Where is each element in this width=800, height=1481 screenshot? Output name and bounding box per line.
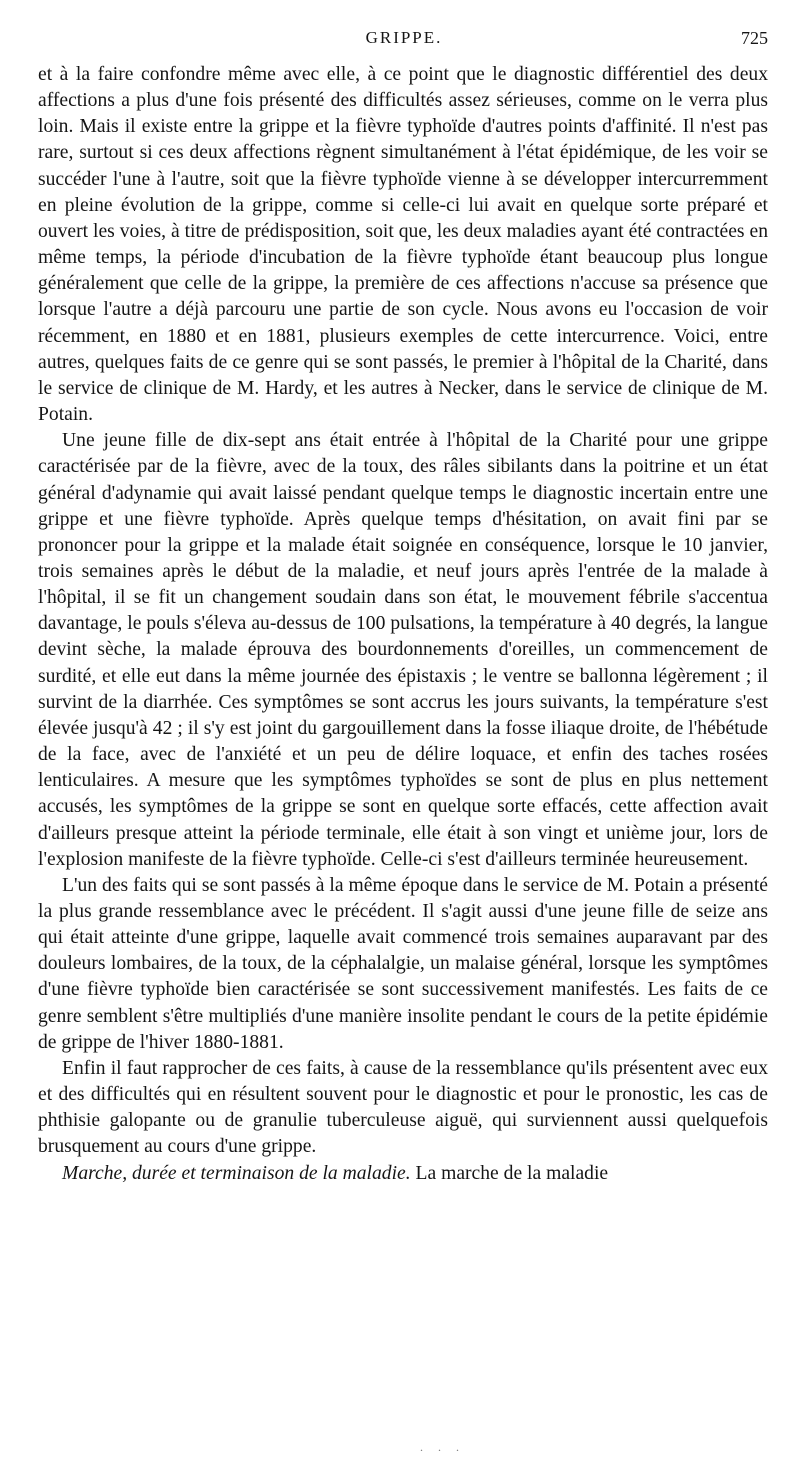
body-text — [38, 62, 768, 1187]
page-number: 725 — [741, 28, 768, 48]
section-heading: Marche, durée et terminaison de la maladie. — [62, 1162, 411, 1184]
paragraph-3: L'un des faits qui se sont passés à la même époque dans le service de M. Potain a présenté la plus grande ressemblance avec le précédent. Il s'agit aussi d'une jeune fille de seize ans qui était atteinte d'une grippe, laquelle avait commencé trois semaines auparavant par des douleurs lombaires, de la toux, de la céphalalgie, un malaise général, lorsque les symptômes d'une fièvre typhoïde bien caractérisée se sont successivement manifestés. Les faits de ce genre semblent s'être multipliés d'une manière insolite pendant le cours de la petite épidémie de grippe de l'hiver 1880-1881. — [38, 874, 768, 1053]
page-header — [40, 28, 768, 54]
paragraph-5 — [38, 1161, 768, 1187]
section-text: La marche de la maladie — [415, 1162, 609, 1184]
running-title: GRIPPE. — [365, 28, 443, 47]
page-bottom-mark: . . . — [420, 1440, 465, 1454]
paragraph-4: Enfin il faut rapprocher de ces faits, à cause de la ressemblance qu'ils présentent avec eux et des difficultés qui en résultent souvent pour le diagnostic et pour le pronostic, les cas de phthisie galopante ou de granulie tuberculeuse aiguë, qui surviennent aussi quelquefois brusquement au cours d'une grippe. — [38, 1057, 768, 1158]
paragraph-2: Une jeune fille de dix-sept ans était entrée à l'hôpital de la Charité pour une grippe caractérisée par de la fièvre, avec de la toux, des râles sibilants dans la poitrine et un état général d'adynamie qui avait laissé pendant quelque temps le diagnostic incertain entre une grippe et une fièvre typhoïde. Après quelque temps d'hésitation, on avait fini par se prononcer pour la grippe et la malade était soignée en conséquence, lorsque le 10 janvier, trois semaines après le début de la maladie, et neuf jours après l'entrée de la malade à l'hôpital, il se fit un changement soudain dans son état, le mouvement fébrile s'accentua davantage, le pouls s'éleva au-dessus de 100 pulsations, la température à 40 degrés, la langue devint sèche, la malade éprouva des bourdonnements d'oreilles, un commencement de surdité, et elle eut dans la même journée des épistaxis ; le ventre se ballonna légèrement ; il survint de la diarrhée. Ces symptômes se sont accrus les jours suivants, la température s'est élevée jusqu'à 42 ; il s'y est joint du gargouillement dans la fosse iliaque droite, de l'hébétude de la face, avec de l'anxiété et un peu de délire loquace, et enfin des taches rosées lenticulaires. A mesure que les symptômes typhoïdes se sont de plus en plus nettement accusés, les symptômes de la grippe se sont en quelque sorte effacés, cette affection avait d'ailleurs presque atteint la période terminale, elle était à son vingt et unième jour, lors de l'explosion manifeste de la fièvre typhoïde. Celle-ci s'est d'ailleurs terminée heureusement. — [38, 430, 768, 870]
paragraph-1: et à la faire confondre même avec elle, à ce point que le diagnostic différentiel des deux affections a plus d'une fois présenté des difficultés assez sérieuses, comme on le verra plus loin. Mais il existe entre la grippe et la fièvre typhoïde d'autres points d'affinité. Il n'est pas rare, surtout si ces deux affections règnent simultanément à l'état épidémique, de les voir se succéder l'une à l'autre, soit que la fièvre typhoïde vienne à se développer intercurremment en pleine évolution de la grippe, comme si celle-ci lui avait en quelque sorte préparé et ouvert les voies, à titre de prédisposition, soit que, les deux maladies ayant été contractées en même temps, la période d'incubation de la fièvre typhoïde étant beaucoup plus longue généralement que celle de la grippe, la première de ces affections n'accuse sa présence que lorsque l'autre a déjà parcouru une partie de son cycle. Nous avons eu l'occasion de voir récemment, en 1880 et en 1881, plusieurs exemples de cette intercurrence. Voici, entre autres, quelques faits de ce genre qui se sont passés, le premier à l'hôpital de la Charité, dans le service de clinique de M. Hardy, et les autres à Necker, dans le service de clinique de M. Potain. — [38, 64, 768, 426]
